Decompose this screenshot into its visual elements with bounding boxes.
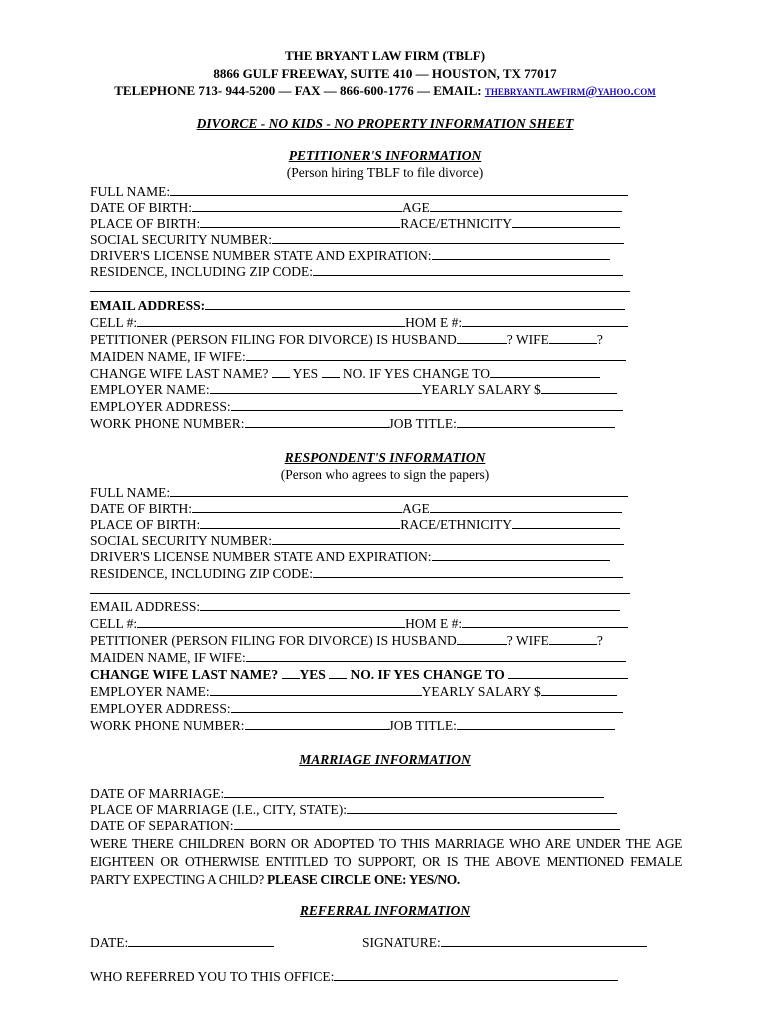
marriage-place-field[interactable] <box>347 802 617 814</box>
signature-row <box>362 935 647 951</box>
referral-heading: REFERRAL INFORMATION <box>299 903 471 918</box>
res-change-no-label: NO. IF YES CHANGE TO <box>350 667 505 682</box>
res-full-name-label: FULL NAME: <box>90 485 171 500</box>
res-phone-row <box>90 616 628 632</box>
pet-filer-label: PETITIONER (PERSON FILING FOR DIVORCE) IS HUSBAND <box>90 332 457 347</box>
marriage-heading: MARRIAGE INFORMATION <box>299 752 471 767</box>
referred-by-label: WHO REFERRED YOU TO THIS OFFICE: <box>90 969 335 984</box>
referred-by-row <box>90 969 618 985</box>
pet-change-yes-label: YES <box>292 366 319 381</box>
res-full-name-row <box>90 485 628 501</box>
pet-employer-field[interactable] <box>210 382 422 394</box>
res-pob-field[interactable] <box>200 517 400 529</box>
res-full-name-field[interactable] <box>170 485 628 497</box>
res-email-row <box>90 599 620 615</box>
pet-full-name-label: FULL NAME: <box>90 184 171 199</box>
pet-employer-address-field[interactable] <box>231 399 623 411</box>
res-work-phone-field[interactable] <box>245 718 389 730</box>
res-email-field[interactable] <box>200 599 620 611</box>
firm-contact <box>0 83 770 99</box>
marriage-date-label: DATE OF MARRIAGE: <box>90 786 225 801</box>
referral-date-field[interactable] <box>128 935 274 947</box>
marriage-place-label: PLACE OF MARRIAGE (I.E., CITY, STATE): <box>90 802 348 817</box>
signature-field[interactable] <box>441 935 647 947</box>
pet-filer-q: ? <box>596 332 603 347</box>
pet-wife-label: ? WIFE <box>506 332 549 347</box>
firm-contact-prefix: TELEPHONE 713- 944-5200 — FAX — 866-600-1776 — EMAIL: <box>114 83 482 98</box>
res-ssn-field[interactable] <box>272 533 624 545</box>
pet-change-no-field[interactable] <box>322 366 340 378</box>
res-work-phone-label: WORK PHONE NUMBER: <box>90 718 245 733</box>
referred-by-field[interactable] <box>334 969 618 981</box>
res-change-yes-label: YES <box>299 667 326 682</box>
res-ssn-row <box>90 533 624 549</box>
pet-dob-label: DATE OF BIRTH: <box>90 200 192 215</box>
separation-date-field[interactable] <box>234 818 620 830</box>
res-dob-row <box>90 501 622 517</box>
pet-dl-row <box>90 248 610 264</box>
pet-race-field[interactable] <box>512 216 620 228</box>
res-employer-row <box>90 684 617 700</box>
pet-pob-field[interactable] <box>200 216 400 228</box>
res-pob-label: PLACE OF BIRTH: <box>90 517 201 532</box>
pet-race-label: RACE/ETHNICITY <box>400 216 512 231</box>
res-age-label: AGE <box>401 501 430 516</box>
pet-residence-label: RESIDENCE, INCLUDING ZIP CODE: <box>90 264 313 279</box>
firm-name: THE BRYANT LAW FIRM (TBLF) <box>284 48 486 63</box>
res-change-row <box>90 667 628 683</box>
res-job-title-field[interactable] <box>457 718 615 730</box>
res-wife-field[interactable] <box>549 633 597 645</box>
pet-pob-row <box>90 216 620 232</box>
children-question <box>90 835 682 889</box>
res-cell-field[interactable] <box>137 616 405 628</box>
pet-residence-field-2[interactable] <box>90 280 630 292</box>
separation-date-label: DATE OF SEPARATION: <box>90 818 234 833</box>
res-employer-address-label: EMPLOYER ADDRESS: <box>90 701 231 716</box>
res-home-label: HOM E #: <box>405 616 463 631</box>
pet-salary-label: YEARLY SALARY $ <box>421 382 541 397</box>
res-wife-label: ? WIFE <box>506 633 549 648</box>
pet-employer-label: EMPLOYER NAME: <box>90 382 210 397</box>
res-change-yes-field[interactable] <box>282 667 300 679</box>
respondent-heading: RESPONDENT'S INFORMATION <box>284 450 486 465</box>
pet-residence-field[interactable] <box>313 264 623 276</box>
pet-employer-row <box>90 382 617 398</box>
pet-salary-field[interactable] <box>541 382 617 394</box>
pet-email-label: EMAIL ADDRESS: <box>90 298 206 313</box>
pet-job-title-field[interactable] <box>457 416 615 428</box>
pet-husband-field[interactable] <box>457 332 507 344</box>
petitioner-subheading: (Person hiring TBLF to file divorce) <box>286 165 484 180</box>
res-dl-field[interactable] <box>432 549 610 561</box>
document-title: DIVORCE - NO KIDS - NO PROPERTY INFORMATION SHEET <box>196 116 574 131</box>
pet-dl-label: DRIVER'S LICENSE NUMBER STATE AND EXPIRATION: <box>90 248 432 263</box>
res-change-to-field[interactable] <box>508 667 628 679</box>
firm-address: 8866 GULF FREEWAY, SUITE 410 — HOUSTON, TX 77017 <box>213 66 557 81</box>
res-race-field[interactable] <box>512 517 620 529</box>
petitioner-heading: PETITIONER'S INFORMATION <box>288 148 482 163</box>
marriage-date-row <box>90 786 604 802</box>
pet-residence-line2 <box>90 280 630 296</box>
res-employer-address-field[interactable] <box>231 701 623 713</box>
referral-date-row <box>90 935 274 951</box>
marriage-place-row <box>90 802 617 818</box>
pet-age-field[interactable] <box>430 200 622 212</box>
pet-work-phone-label: WORK PHONE NUMBER: <box>90 416 245 431</box>
res-filer-label: PETITIONER (PERSON FILING FOR DIVORCE) IS HUSBAND <box>90 633 457 648</box>
res-maiden-label: MAIDEN NAME, IF WIFE: <box>90 650 246 665</box>
pet-cell-field[interactable] <box>137 315 405 327</box>
res-dob-label: DATE OF BIRTH: <box>90 501 192 516</box>
res-filer-q: ? <box>596 633 603 648</box>
pet-phone-row <box>90 315 628 331</box>
pet-full-name-field[interactable] <box>170 184 628 196</box>
signature-label: SIGNATURE: <box>362 935 441 950</box>
firm-email-link[interactable]: thebryantlawfirm@yahoo.com <box>484 83 656 98</box>
pet-age-label: AGE <box>401 200 430 215</box>
res-salary-label: YEARLY SALARY $ <box>421 684 541 699</box>
pet-wife-field[interactable] <box>549 332 597 344</box>
pet-cell-label: CELL #: <box>90 315 138 330</box>
res-race-label: RACE/ETHNICITY <box>400 517 512 532</box>
res-residence-row <box>90 566 623 582</box>
referral-date-label: DATE: <box>90 935 129 950</box>
separation-date-row <box>90 818 620 834</box>
res-residence-line2 <box>90 582 630 598</box>
pet-employer-address-row <box>90 399 623 415</box>
res-cell-label: CELL #: <box>90 616 138 631</box>
res-filer-row <box>90 633 603 649</box>
pet-employer-address-label: EMPLOYER ADDRESS: <box>90 399 231 414</box>
pet-change-yes-field[interactable] <box>272 366 290 378</box>
pet-full-name-row <box>90 184 628 200</box>
pet-change-to-field[interactable] <box>490 366 600 378</box>
pet-ssn-row <box>90 232 624 248</box>
pet-email-row <box>90 298 625 314</box>
pet-work-row <box>90 416 615 432</box>
res-dl-row <box>90 549 610 565</box>
res-employer-label: EMPLOYER NAME: <box>90 684 210 699</box>
pet-maiden-field[interactable] <box>246 349 626 361</box>
pet-ssn-label: SOCIAL SECURITY NUMBER: <box>90 232 273 247</box>
pet-dob-row <box>90 200 622 216</box>
marriage-date-field[interactable] <box>224 786 604 798</box>
res-residence-field[interactable] <box>313 566 623 578</box>
res-residence-label: RESIDENCE, INCLUDING ZIP CODE: <box>90 566 313 581</box>
res-residence-field-2[interactable] <box>90 582 630 594</box>
pet-filer-row <box>90 332 603 348</box>
res-work-row <box>90 718 615 734</box>
pet-pob-label: PLACE OF BIRTH: <box>90 216 201 231</box>
pet-ssn-field[interactable] <box>272 232 624 244</box>
res-age-field[interactable] <box>430 501 622 513</box>
pet-change-row <box>90 366 600 382</box>
res-maiden-field[interactable] <box>246 650 626 662</box>
pet-maiden-row <box>90 349 626 365</box>
pet-dl-field[interactable] <box>432 248 610 260</box>
res-home-field[interactable] <box>462 616 628 628</box>
pet-email-field[interactable] <box>205 298 625 310</box>
res-employer-address-row <box>90 701 623 717</box>
res-employer-field[interactable] <box>210 684 422 696</box>
res-pob-row <box>90 517 620 533</box>
pet-change-label: CHANGE WIFE LAST NAME? <box>90 366 269 381</box>
pet-home-label: HOM E #: <box>405 315 463 330</box>
pet-dob-field[interactable] <box>192 200 402 212</box>
res-maiden-row <box>90 650 626 666</box>
res-email-label: EMAIL ADDRESS: <box>90 599 201 614</box>
pet-home-field[interactable] <box>462 315 628 327</box>
res-ssn-label: SOCIAL SECURITY NUMBER: <box>90 533 273 548</box>
res-job-title-label: JOB TITLE: <box>388 718 457 733</box>
res-salary-field[interactable] <box>541 684 617 696</box>
pet-maiden-label: MAIDEN NAME, IF WIFE: <box>90 349 246 364</box>
children-question-text: WERE THERE CHILDREN BORN OR ADOPTED TO THIS MARRIAGE WHO ARE UNDER THE AGE EIGHTEEN OR OTHERWISE ENTITLED TO SUPPORT, OR IS THE ABOVE MENTIONED FEMALE PARTY EXPECTING A CHILD? <box>90 836 682 887</box>
pet-residence-row <box>90 264 623 280</box>
respondent-subheading: (Person who agrees to sign the papers) <box>280 467 490 482</box>
circle-instruction: PLEASE CIRCLE ONE: YES/NO. <box>266 872 460 887</box>
pet-change-no-label: NO. IF YES CHANGE TO <box>342 366 491 381</box>
res-change-label: CHANGE WIFE LAST NAME? <box>90 667 279 682</box>
res-husband-field[interactable] <box>457 633 507 645</box>
res-dob-field[interactable] <box>192 501 402 513</box>
res-change-no-field[interactable] <box>329 667 347 679</box>
pet-work-phone-field[interactable] <box>245 416 389 428</box>
pet-job-title-label: JOB TITLE: <box>388 416 457 431</box>
res-dl-label: DRIVER'S LICENSE NUMBER STATE AND EXPIRATION: <box>90 549 432 564</box>
